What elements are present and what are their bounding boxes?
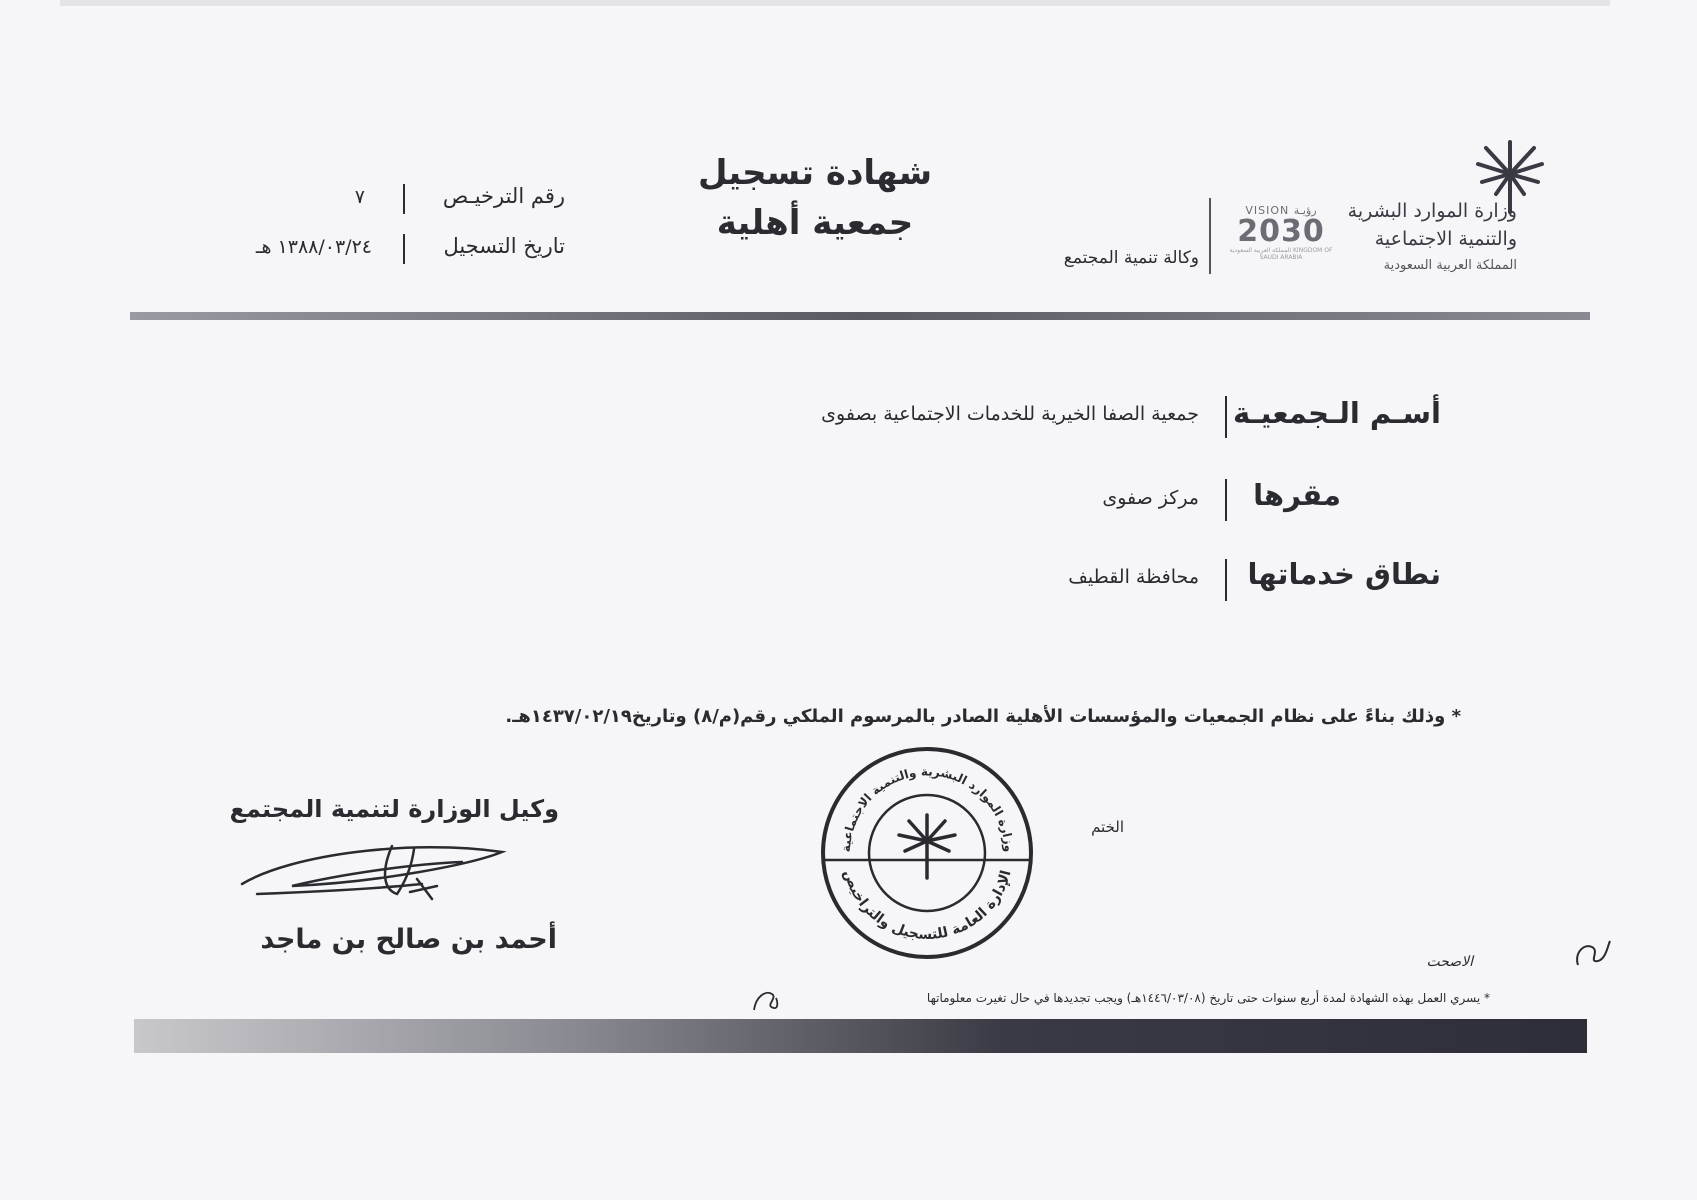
seal-ring-top-text: وزارة الموارد البشرية والتنمية الاجتماعية xyxy=(838,764,1017,853)
ministry-country: المملكة العربية السعودية xyxy=(1383,258,1517,273)
license-number-separator xyxy=(403,184,405,214)
license-number-value: ٧ xyxy=(354,186,365,208)
vision-label: VISION رؤيـة xyxy=(1245,204,1317,217)
seal-palm-icon xyxy=(899,815,955,878)
signer-name: أحمد بن صالح بن ماجد xyxy=(260,924,557,955)
association-name-separator xyxy=(1225,396,1227,438)
headquarters-label: مقرها xyxy=(1253,478,1341,512)
title-line2: جمعية أهلية xyxy=(716,203,914,243)
registration-date-value: ١٣٨٨/٠٣/٢٤ هـ xyxy=(255,236,372,258)
vision-2030-logo xyxy=(1226,204,1336,261)
association-name-label: أسـم الـجمعيـة xyxy=(1233,396,1441,430)
ministry-name-line1: وزارة الموارد البشرية xyxy=(1347,200,1517,222)
initials-mark xyxy=(1570,935,1614,973)
registration-date-separator xyxy=(403,234,405,264)
service-scope-label: نطاق خدماتها xyxy=(1247,557,1441,591)
initials-mark-footer xyxy=(748,984,782,1016)
headquarters-separator xyxy=(1225,479,1227,521)
seal-ring-bottom-text: الإدارة العامة للتسجيل والتراخيص xyxy=(840,867,1015,943)
scan-edge xyxy=(60,0,1610,6)
footer-band xyxy=(134,1019,1587,1053)
vision-year: 2030 xyxy=(1237,214,1325,249)
title-line1: شهادة تسجيل xyxy=(697,153,933,193)
header-divider xyxy=(1209,198,1211,274)
service-scope-separator xyxy=(1225,559,1227,601)
validity-footnote: * يسري العمل بهذه الشهادة لمدة أربع سنوات حتى تاريخ (١٤٤٦/٠٣/٠٨هـ) ويجب تجديدها في حال تغيرت معلوماتها xyxy=(926,991,1490,1005)
signer-title: وكيل الوزارة لتنمية المجتمع xyxy=(229,795,559,823)
license-number-label: رقم الترخيـص xyxy=(442,184,565,208)
agency-name: وكالة تنمية المجتمع xyxy=(1063,248,1199,268)
headquarters-value: مركز صفوى xyxy=(1102,487,1199,509)
handwritten-note: الاصحت xyxy=(1426,954,1473,970)
seal-label: الختم xyxy=(1091,818,1124,836)
registration-date-label: تاريخ التسجيل xyxy=(443,234,565,258)
ministry-name-line2: والتنمية الاجتماعية xyxy=(1374,228,1517,250)
service-scope-value: محافظة القطيف xyxy=(1068,566,1199,588)
certificate-title xyxy=(640,148,990,248)
legal-basis-statement: * وذلك بناءً على نظام الجمعيات والمؤسسات الأهلية الصادر بالمرسوم الملكي رقم(م/٨) وتاريخ١٤٣٧/٠٢/١٩هـ. xyxy=(505,706,1461,727)
vision-subtitle: المملكة العربية السعودية KINGDOM OF SAUDI ARABIA xyxy=(1229,247,1333,261)
association-name-value: جمعية الصفا الخيرية للخدمات الاجتماعية بصفوى xyxy=(821,403,1199,425)
header-rule xyxy=(130,312,1590,320)
signature xyxy=(232,834,512,904)
official-seal xyxy=(815,743,1040,963)
